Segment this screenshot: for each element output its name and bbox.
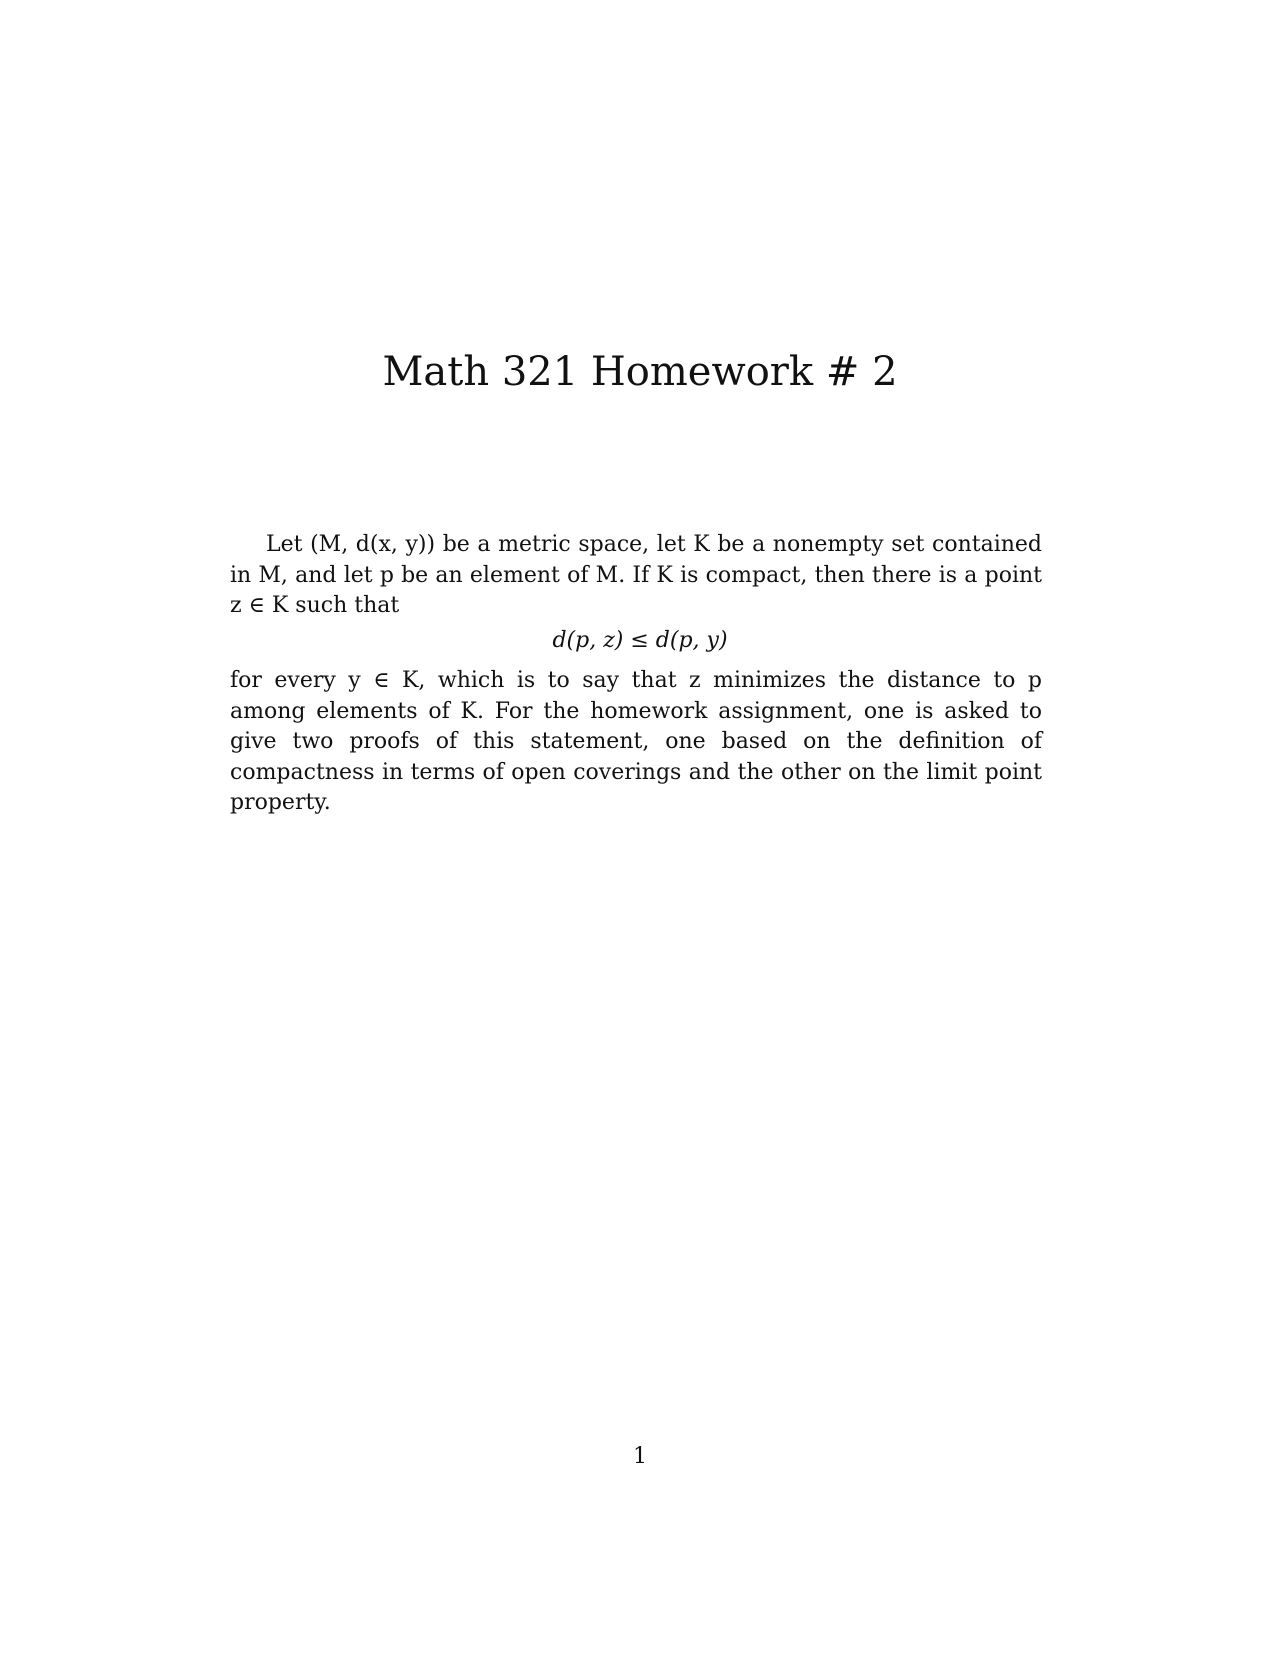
page-number: 1: [633, 1444, 647, 1469]
display-equation: d(p, z) ≤ d(p, y): [552, 628, 728, 653]
problem-statement-paragraph: Let (M, d(x, y)) be a metric space, let K be a nonempty set contained in M, and let p be an element of M. If K is compact, then there is a point z ∈ K such that: [230, 532, 1042, 618]
page-title: Math 321 Homework # 2: [382, 349, 898, 395]
assignment-paragraph: for every y ∈ K, which is to say that z minimizes the distance to p among elements of K. For the homework assignment, one is asked to give two proofs of this statement, one based on the definition of compactness in terms of open coverings and the other on the limit point property.: [230, 668, 1042, 815]
